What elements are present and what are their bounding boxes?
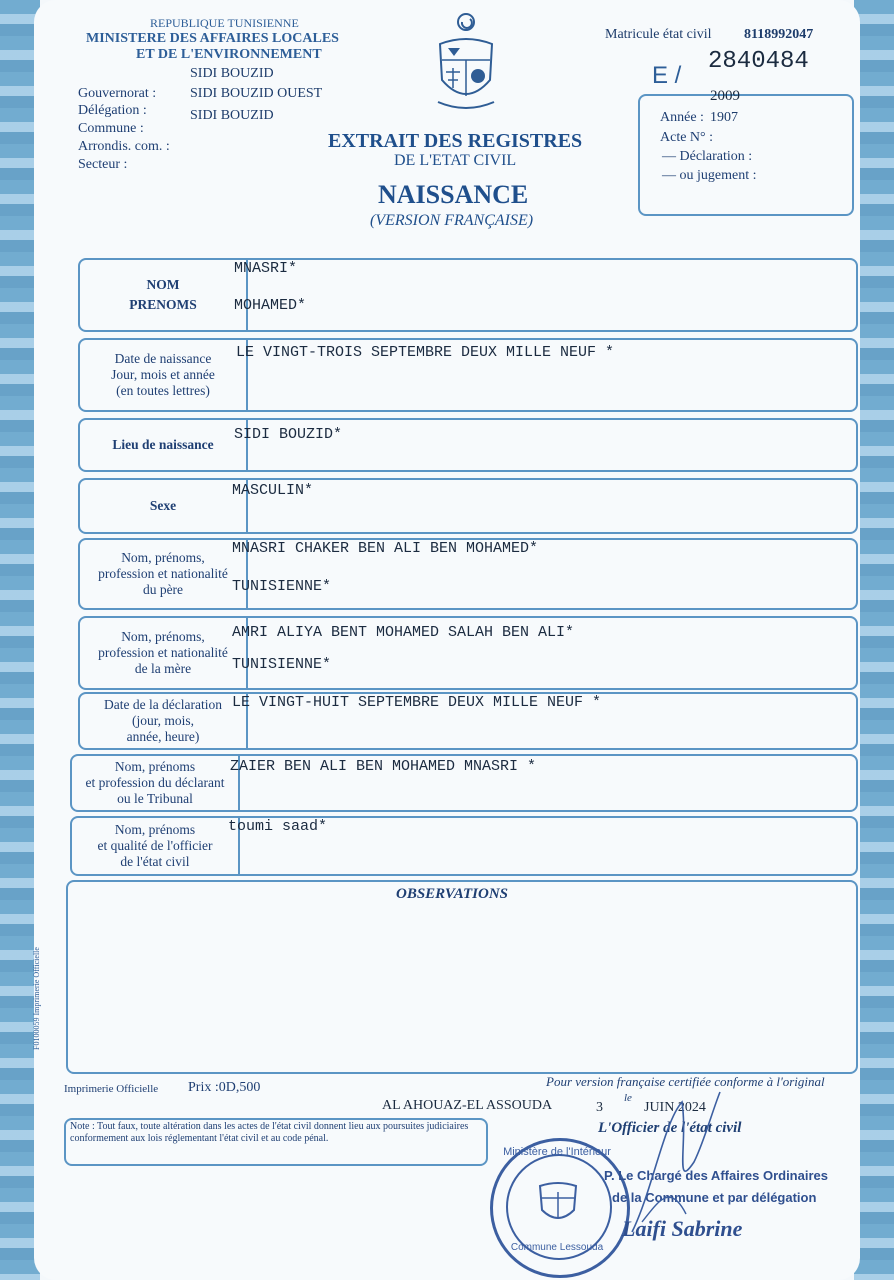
sexe-value: MASCULIN* <box>232 482 314 499</box>
matricule-value: 8118992047 <box>744 27 814 42</box>
title-main: NAISSANCE <box>378 180 529 209</box>
declarant-value: ZAIER BEN ALI BEN MOHAMED MNASRI * <box>230 758 537 775</box>
tunisia-coat-of-arms-icon <box>432 10 500 118</box>
lieu-naissance-value: SIDI BOUZID* <box>234 426 343 443</box>
title-line2: DE L'ETAT CIVIL <box>394 152 517 169</box>
certification-text: Pour version française certifiée conforme à l'original <box>546 1074 825 1089</box>
acte-number-label: Acte N° : <box>660 130 714 145</box>
seal-top-text: Ministère de l'Intérieur <box>503 1146 611 1158</box>
jugement-type-label: — ou jugement : <box>662 168 757 183</box>
prenoms-value: MOHAMED* <box>234 297 307 314</box>
secteur-label: Secteur : <box>78 157 128 172</box>
place-value: AL AHOUAZ-EL ASSOUDA <box>382 1098 553 1113</box>
pere-value-line1: MNASRI CHAKER BEN ALI BEN MOHAMED* <box>232 540 539 557</box>
header-republic: REPUBLIQUE TUNISIENNE <box>150 16 299 30</box>
row-nom-prenoms <box>78 258 858 332</box>
reference-number: 2840484 <box>708 48 809 75</box>
sexe-label: Sexe <box>80 480 248 532</box>
header-ministry-line2: ET DE L'ENVIRONNEMENT <box>136 47 322 62</box>
stamp-line2: de la Commune et par délégation <box>612 1190 817 1205</box>
title-line1: EXTRAIT DES REGISTRES <box>328 130 583 152</box>
row-officier <box>70 816 858 876</box>
date-naissance-value: LE VINGT-TROIS SEPTEMBRE DEUX MILLE NEUF * <box>236 344 615 361</box>
date-naissance-label: Date de naissance Jour, mois et année (en toutes lettres) <box>80 340 248 410</box>
gouvernorat-label: Gouvernorat : <box>78 86 157 101</box>
handwritten-signature-icon <box>612 1082 732 1242</box>
mere-label: Nom, prénoms, profession et nationalité de la mère <box>80 618 248 688</box>
header-region: SIDI BOUZID <box>190 66 274 81</box>
observations-label: OBSERVATIONS <box>396 886 508 902</box>
acte-year-handwritten: 2009 <box>710 88 740 104</box>
mere-value-line2: TUNISIENNE* <box>232 656 332 673</box>
gouvernorat-value: SIDI BOUZID OUEST <box>190 86 323 101</box>
prenoms-label: PRENOMS <box>129 297 197 312</box>
officier-value: toumi saad* <box>228 818 328 835</box>
date-declaration-label: Date de la déclaration (jour, mois, année, heure) <box>80 694 248 748</box>
matricule-label: Matricule état civil <box>605 27 712 42</box>
lieu-naissance-label: Lieu de naissance <box>80 420 248 470</box>
decorative-border-right <box>854 0 894 1280</box>
mere-value-line1: AMRI ALIYA BENT MOHAMED SALAH BEN ALI* <box>232 624 575 641</box>
delegation-label: Délégation : <box>78 103 147 118</box>
date-superscript: le <box>624 1092 632 1104</box>
pere-label: Nom, prénoms, profession et nationalité du père <box>80 540 248 608</box>
officier-title: L'Officier de l'état civil <box>598 1120 742 1136</box>
signature-name: Laifi Sabrine <box>622 1216 743 1241</box>
side-print-code: F0100059 Imprimerie Officielle <box>32 947 41 1050</box>
annee-value: 1907 <box>710 110 738 125</box>
commune-label: Commune : <box>78 121 144 136</box>
title-version: (VERSION FRANÇAISE) <box>370 212 534 229</box>
nom-value: MNASRI* <box>234 260 298 277</box>
declaration-type-label: — Déclaration : <box>662 149 753 164</box>
nom-label: NOM <box>146 277 180 292</box>
annee-label: Année : <box>660 110 704 125</box>
header-ministry-line1: MINISTERE DES AFFAIRES LOCALES <box>86 31 339 46</box>
prix-label: Prix :0D,500 <box>188 1080 261 1095</box>
nom-prenoms-label <box>80 260 248 330</box>
pere-value-line2: TUNISIENNE* <box>232 578 332 595</box>
row-lieu-naissance <box>78 418 858 472</box>
date-declaration-value: LE VINGT-HUIT SEPTEMBRE DEUX MILLE NEUF * <box>232 694 602 711</box>
stamp-line1: P. Le Chargé des Affaires Ordinaires <box>604 1168 828 1183</box>
seal-emblem-icon <box>534 1178 582 1228</box>
date-day: 3 <box>596 1100 603 1115</box>
officier-label: Nom, prénoms et qualité de l'officier de l'état civil <box>72 818 240 874</box>
arrondis-label: Arrondis. com. : <box>78 139 170 154</box>
date-month: JUIN 2024 <box>644 1100 706 1115</box>
seal-bottom-text: Commune Lessouda <box>510 1242 604 1253</box>
reference-prefix: E / <box>652 62 682 89</box>
legal-note-text: Note : Tout faux, toute altération dans les actes de l'état civil donnent lieu aux poursuites judiciaires conformement aux lois réglementant l'état civil et au code pénal. <box>70 1121 469 1144</box>
observations-box <box>66 880 858 1074</box>
declarant-label: Nom, prénoms et profession du déclarant ou le Tribunal <box>72 756 240 810</box>
imprimerie-label: Imprimerie Officielle <box>64 1083 159 1095</box>
delegation-value: SIDI BOUZID <box>190 108 274 123</box>
row-sexe <box>78 478 858 534</box>
